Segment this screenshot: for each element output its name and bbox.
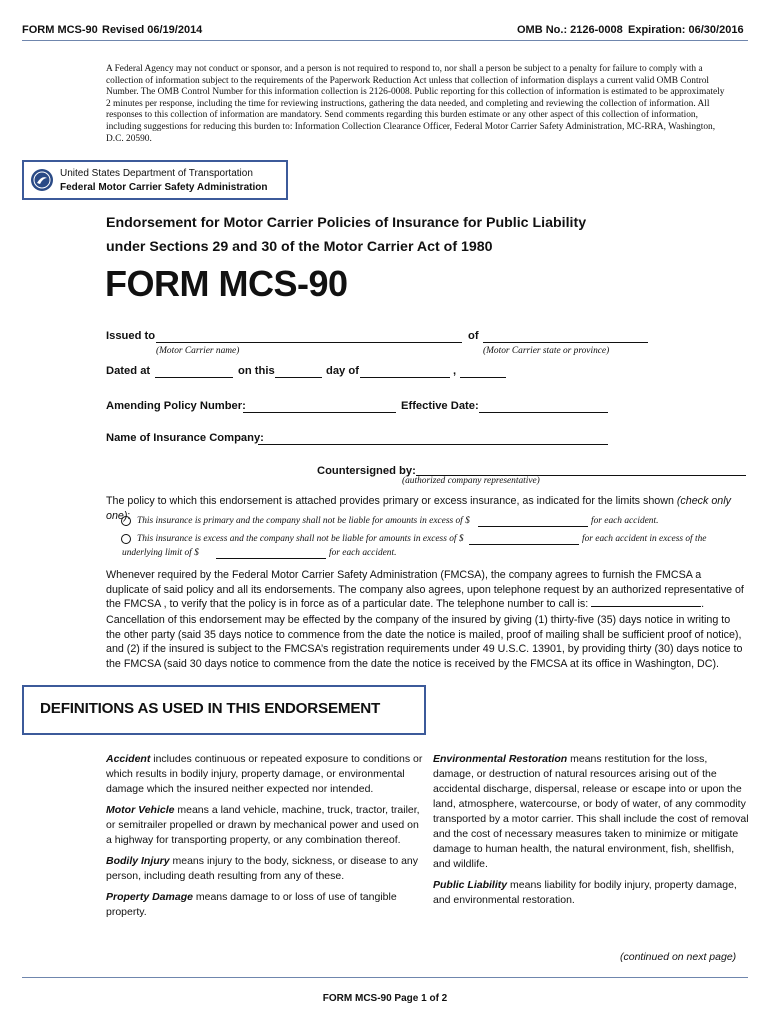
revised-date: Revised 06/19/2014 <box>102 24 203 36</box>
primary-option-suffix: for each accident. <box>591 516 659 526</box>
carrier-name-hint: (Motor Carrier name) <box>156 346 240 356</box>
definition-public-liability <box>433 878 751 908</box>
definitions-right-column <box>433 752 751 914</box>
policy-intro-colon: : <box>127 509 131 522</box>
day-of-label: day of <box>326 365 359 377</box>
expiration-date: Expiration: 06/30/2016 <box>628 24 744 36</box>
excess-option-suffix: for each accident in excess of the <box>582 534 707 544</box>
dated-at-field[interactable] <box>155 377 233 378</box>
excess-option-text: This insurance is excess and the company shall not be liable for amounts in excess of $ <box>137 534 464 544</box>
amending-policy-label: Amending Policy Number: <box>106 400 246 412</box>
definition-motor-vehicle <box>106 803 424 848</box>
amending-policy-field[interactable] <box>243 412 396 413</box>
definition-term: Motor Vehicle <box>106 804 175 816</box>
omb-number: OMB No.: 2126-0008 <box>517 24 623 36</box>
definition-text: means restitution for the loss, damage, or destruction of natural resources arising out of the accidental discharge, dispersal, release or escape into or upon the land, atmosphere, watercourse, or body of water, of any commodity transported by a motor carrier. This shall include the cost of removal and the cost of necessary measures taken to minimize or mitigate damage to human health, the natural environment, fish, shellfish, and wildlife. <box>433 753 749 870</box>
excess-amount-field[interactable] <box>469 544 579 545</box>
definition-text: means a land vehicle, machine, truck, tractor, trailer, or semitrailer propelled or drawn by mechanical power and used on a highway for transporting property, or any combination thereof. <box>106 804 420 846</box>
check-only-one: (check only one) <box>106 495 731 522</box>
effective-date-field[interactable] <box>479 412 608 413</box>
underlying-limit-field[interactable] <box>216 558 326 559</box>
definition-text: means liability for bodily injury, property damage, and environmental restoration. <box>433 879 737 906</box>
definition-term: Property Damage <box>106 891 193 903</box>
date-comma: , <box>453 365 457 377</box>
definition-text: includes continuous or repeated exposure to conditions or which results in bodily injury, property damage, or environmental damage which the insured neither expected nor intended. <box>106 753 423 795</box>
primary-radio[interactable] <box>121 516 131 526</box>
primary-option-text: This insurance is primary and the company shall not be liable for amounts in excess of $ <box>137 516 470 526</box>
header-rule <box>22 40 748 41</box>
telephone-field[interactable] <box>591 597 701 607</box>
definition-term: Accident <box>106 753 151 765</box>
definition-accident <box>106 752 424 797</box>
definition-environmental-restoration <box>433 752 751 872</box>
fmcsa-paragraph-text: Whenever required by the Federal Motor Carrier Safety Administration (FMCSA), the company agrees to furnish the FMCSA a duplicate of said policy and all its endorsements. The company also agrees, upon telephone request by an authorized representative of the FMCSA , to verify that the policy is in force as of a particular date. The telephone number to call is: <box>106 569 744 611</box>
agency-box <box>22 160 288 200</box>
page-footer: FORM MCS-90 Page 1 of 2 <box>322 993 448 1004</box>
month-field[interactable] <box>360 377 450 378</box>
footer-rule <box>22 977 748 978</box>
authorized-rep-hint: (authorized company representative) <box>402 476 540 486</box>
definitions-left-column <box>106 752 424 926</box>
effective-date-label: Effective Date: <box>401 400 479 412</box>
carrier-name-field[interactable] <box>156 342 462 343</box>
carrier-state-field[interactable] <box>483 342 648 343</box>
administration-name: Federal Motor Carrier Safety Administration <box>60 182 268 193</box>
dot-seal-icon <box>31 169 53 191</box>
underlying-limit-suffix: for each accident. <box>329 548 397 558</box>
definition-term: Environmental Restoration <box>433 753 568 765</box>
continued-note: (continued on next page) <box>620 951 737 963</box>
countersigned-label: Countersigned by: <box>317 465 416 477</box>
dated-at-label: Dated at <box>106 365 151 377</box>
carrier-state-hint: (Motor Carrier state or province) <box>483 346 610 356</box>
endorsement-title-line2: under Sections 29 and 30 of the Motor Carrier Act of 1980 <box>106 239 493 255</box>
paperwork-notice: A Federal Agency may not conduct or sponsor, and a person is not required to respond to, nor shall a person be subject to a penalty for failure to comply with a collection of information subject to the requirements of the Paperwork Reduction Act unless that collection of information displays a current valid OMB Control Number. The OMB Control Number for this information collection is 2126-0008. Public reporting for this collection of information is estimated to be approximately 2 minutes per response, including the time for reviewing instructions, gathering the data needed, and completing and reviewing the collection of information. All responses to this collection of information are mandatory. Send comments regarding this burden estimate or any other aspect of this collection of information, including suggestions for reducing this burden to: Information Collection Clearance Officer, Federal Motor Carrier Safety Administration, MC-RRA, Washington, D.C. 20590. <box>106 64 725 144</box>
definition-term: Public Liability <box>433 879 508 891</box>
definition-text: means damage to or loss of use of tangible property. <box>106 891 397 918</box>
year-field[interactable] <box>460 377 506 378</box>
underlying-limit-text: underlying limit of $ <box>122 548 199 558</box>
of-label: of <box>468 330 479 342</box>
definition-property-damage <box>106 890 424 920</box>
policy-intro-text: The policy to which this endorsement is attached provides primary or excess insurance, as indicated for the limits shown <box>106 495 674 507</box>
insurance-company-field[interactable] <box>258 444 608 445</box>
definitions-heading: DEFINITIONS AS USED IN THIS ENDORSEMENT <box>40 700 381 717</box>
definition-bodily-injury <box>106 854 424 884</box>
excess-radio[interactable] <box>121 534 131 544</box>
definition-text: means injury to the body, sickness, or disease to any person, including death resulting from any of these. <box>106 855 419 882</box>
insurance-company-label: Name of Insurance Company: <box>106 432 264 444</box>
form-id: FORM MCS-90 <box>22 24 98 36</box>
fmcsa-paragraph-end: . <box>701 598 705 611</box>
on-this-label: on this <box>238 365 275 377</box>
cancellation-paragraph: Cancellation of this endorsement may be effected by the company of the insured by giving (1) thirty-five (35) days notice in writing to the other party (said 35 days notice to commence from the date the notice is mailed, proof of mailing shall be sufficient proof of notice), and (2) if the insured is subject to the FMCSA’s registration requirements under 49 U.S.C. 13901, by providing thirty (30) days notice to the FMCSA (said 30 days notice to commence from the date the notice is received by the FMCSA at its office in Washington, DC). <box>106 614 743 670</box>
issued-to-label: Issued to <box>106 330 156 342</box>
day-field[interactable] <box>275 377 322 378</box>
primary-amount-field[interactable] <box>478 526 588 527</box>
form-title: FORM MCS-90 <box>105 263 348 304</box>
endorsement-title-line1: Endorsement for Motor Carrier Policies of Insurance for Public Liability <box>106 215 587 231</box>
definition-term: Bodily Injury <box>106 855 170 867</box>
fmcsa-paragraph <box>106 568 746 612</box>
department-name: United States Department of Transportation <box>60 168 253 179</box>
